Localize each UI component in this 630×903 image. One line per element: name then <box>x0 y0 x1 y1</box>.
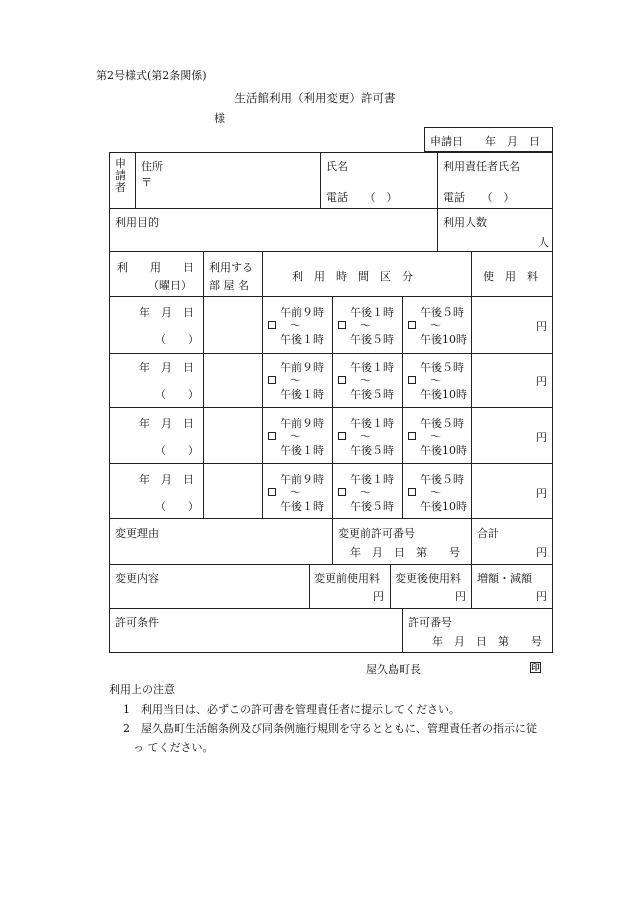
permit-number-date: 年 月 日 第 号 <box>432 635 542 648</box>
slot-tilde: 〜 <box>430 430 441 443</box>
slot-start: 午後１時 <box>350 417 394 430</box>
slot-end: 午後５時 <box>350 500 394 513</box>
header-fee: 使 用 料 <box>483 270 538 283</box>
new-fee-unit: 円 <box>455 590 466 603</box>
row-fee-unit: 円 <box>536 487 547 500</box>
notes-title: 利用上の注意 <box>109 683 175 696</box>
slot-start: 午後１時 <box>350 306 394 319</box>
phone-label: 電話 （ ） <box>326 191 398 204</box>
change-content-label: 変更内容 <box>115 572 159 585</box>
header-date: 利 用 日 <box>117 261 194 274</box>
change-reason-label: 変更理由 <box>115 527 159 540</box>
prev-fee-unit: 円 <box>373 590 384 603</box>
name-label: 氏名 <box>326 160 348 173</box>
slot-tilde: 〜 <box>360 319 371 332</box>
slot-end: 午後10時 <box>420 500 467 513</box>
slot1-checkbox[interactable] <box>268 376 276 384</box>
address-label: 住所 <box>141 160 163 173</box>
headcount-unit: 人 <box>538 236 549 249</box>
slot-start: 午後１時 <box>350 361 394 374</box>
slot-tilde: 〜 <box>290 319 301 332</box>
slot-end: 午後10時 <box>420 388 467 401</box>
permit-number-label: 許可番号 <box>408 616 452 629</box>
slot3-checkbox[interactable] <box>408 321 416 329</box>
slot-end: 午後１時 <box>280 333 324 346</box>
document-title: 生活館利用（利用変更）許可書 <box>234 91 396 105</box>
slot1-checkbox[interactable] <box>268 321 276 329</box>
row-fee-unit: 円 <box>536 320 547 333</box>
slot-end: 午後１時 <box>280 444 324 457</box>
slot-tilde: 〜 <box>360 430 371 443</box>
purpose-label: 利用目的 <box>115 216 159 229</box>
slot-start: 午後５時 <box>420 306 464 319</box>
header-room-line2: 部 屋 名 <box>209 279 249 292</box>
application-date: 申請日 年 月 日 <box>430 135 540 148</box>
form-number: 第2号様式(第2条関係) <box>96 69 207 82</box>
header-weekday: （曜日） <box>148 279 192 292</box>
issuer: 屋久島町長 <box>366 663 421 676</box>
prev-permit-date: 年 月 日 第 号 <box>350 546 460 559</box>
row-weekday: （ ） <box>155 500 199 513</box>
prev-permit-label: 変更前許可番号 <box>338 527 415 540</box>
slot-start: 午前９時 <box>280 473 324 486</box>
diff-label: 増額・減額 <box>477 572 532 585</box>
note-item: 2 屋久島町生活館条例及び同条例施行規則を守るとともに、管理責任者の指示に従 <box>123 722 537 735</box>
header-room-line1: 利用する <box>209 261 253 274</box>
slot3-checkbox[interactable] <box>408 376 416 384</box>
slot-tilde: 〜 <box>290 430 301 443</box>
slot-tilde: 〜 <box>360 486 371 499</box>
slot1-checkbox[interactable] <box>268 432 276 440</box>
slot-tilde: 〜 <box>430 486 441 499</box>
row-date: 年 月 日 <box>139 361 194 374</box>
conditions-label: 許可条件 <box>115 616 159 629</box>
slot-start: 午前９時 <box>280 361 324 374</box>
slot-tilde: 〜 <box>290 374 301 387</box>
slot-start: 午前９時 <box>280 306 324 319</box>
row-fee-unit: 円 <box>536 431 547 444</box>
row-date: 年 月 日 <box>139 473 194 486</box>
total-unit: 円 <box>536 546 547 559</box>
slot-end: 午後５時 <box>350 333 394 346</box>
slot2-checkbox[interactable] <box>338 488 346 496</box>
slot-start: 午後５時 <box>420 473 464 486</box>
slot2-checkbox[interactable] <box>338 432 346 440</box>
slot-tilde: 〜 <box>360 374 371 387</box>
slot-end: 午後１時 <box>280 388 324 401</box>
slot3-checkbox[interactable] <box>408 488 416 496</box>
applicant-label: 申請者 <box>115 157 126 194</box>
header-time-division: 利 用 時 間 区 分 <box>292 270 413 283</box>
slot-start: 午後５時 <box>420 417 464 430</box>
slot-tilde: 〜 <box>430 374 441 387</box>
row-date: 年 月 日 <box>139 417 194 430</box>
total-label: 合計 <box>477 527 499 540</box>
slot-start: 午前９時 <box>280 417 324 430</box>
slot-start: 午後１時 <box>350 473 394 486</box>
postal-mark: 〒 <box>141 176 152 189</box>
slot2-checkbox[interactable] <box>338 321 346 329</box>
slot-end: 午後10時 <box>420 444 467 457</box>
addressee-suffix: 様 <box>214 112 225 125</box>
slot2-checkbox[interactable] <box>338 376 346 384</box>
manager-phone-label: 電話 （ ） <box>443 191 515 204</box>
slot1-checkbox[interactable] <box>268 488 276 496</box>
slot-tilde: 〜 <box>290 486 301 499</box>
row-weekday: （ ） <box>155 444 199 457</box>
slot-tilde: 〜 <box>430 319 441 332</box>
note-item-continued: っ てください。 <box>133 741 214 754</box>
slot-end: 午後10時 <box>420 333 467 346</box>
new-fee-label: 変更後使用料 <box>395 572 461 585</box>
slot-end: 午後５時 <box>350 388 394 401</box>
slot-end: 午後５時 <box>350 444 394 457</box>
row-date: 年 月 日 <box>139 306 194 319</box>
row-weekday: （ ） <box>155 333 199 346</box>
row-weekday: （ ） <box>155 388 199 401</box>
headcount-label: 利用人数 <box>443 216 487 229</box>
row-fee-unit: 円 <box>536 375 547 388</box>
slot-start: 午後５時 <box>420 361 464 374</box>
prev-fee-label: 変更前使用料 <box>314 572 380 585</box>
diff-unit: 円 <box>536 590 547 603</box>
slot3-checkbox[interactable] <box>408 432 416 440</box>
manager-name-label: 利用責任者氏名 <box>443 160 520 173</box>
slot-end: 午後１時 <box>280 500 324 513</box>
note-item: 1 利用当日は、必ずこの許可書を管理責任者に提示してください。 <box>123 703 460 716</box>
seal-icon: 印 <box>531 662 540 672</box>
